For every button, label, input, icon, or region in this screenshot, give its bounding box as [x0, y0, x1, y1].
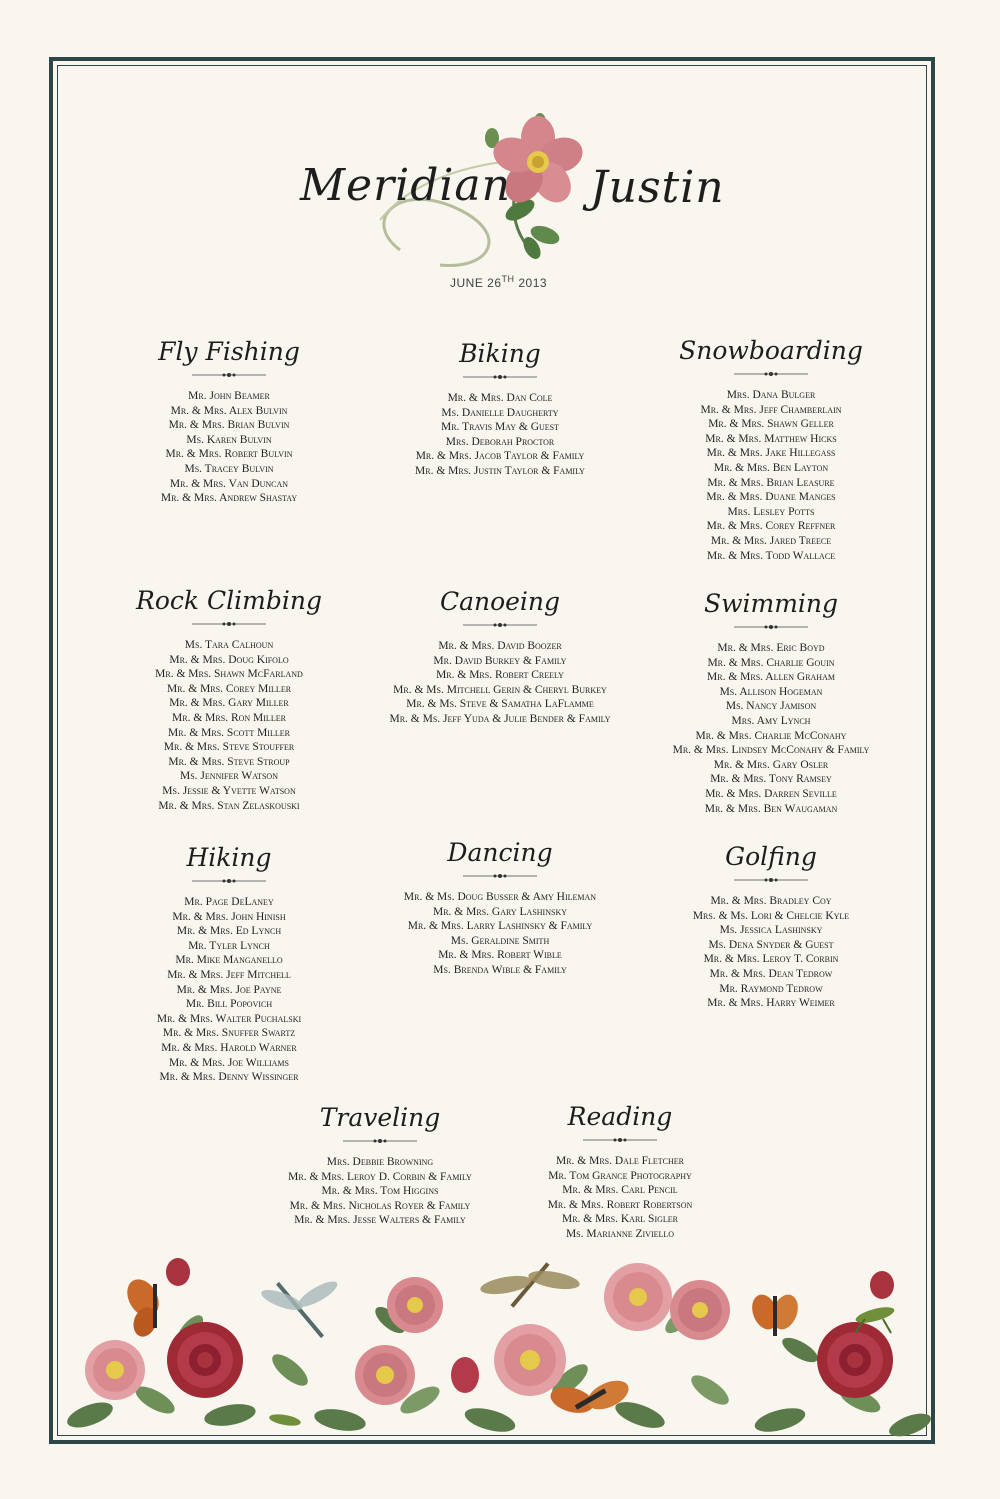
- guest-entry: Mr. & Mrs. Alex Bulvin: [170, 404, 288, 417]
- guest-entry: Ms. Allison Hogeman: [719, 685, 823, 698]
- guest-entry: Mr. & Mrs. Gary Miller: [169, 697, 289, 710]
- guest-entry: Mr. & Mrs. Carl Pencil: [562, 1184, 678, 1197]
- guest-entry: Mr. & Mrs. Leroy D. Corbin & Family: [288, 1170, 472, 1183]
- guest-entry: Mr. Raymond Tedrow: [719, 982, 823, 995]
- guest-list: [89, 895, 369, 1085]
- group-snowboarding: [631, 334, 911, 563]
- guest-entry: Mr. & Mrs. Denny Wissinger: [159, 1071, 299, 1084]
- guest-entry: Mr. & Mrs. Snuffer Swartz: [162, 1027, 296, 1040]
- guest-entry: Mr. & Mrs. Dale Fletcher: [555, 1155, 684, 1167]
- guest-entry: Mr. & Mrs. Andrew Shastay: [160, 492, 298, 505]
- guest-entry: Mrs. Debbie Browning: [326, 1156, 434, 1168]
- guest-entry: Mr. & Mrs. Darren Seville: [705, 787, 837, 800]
- group-title: Swimming: [703, 589, 839, 618]
- group-title: Golfing: [725, 842, 817, 871]
- divider-ornament: [734, 876, 808, 884]
- group-biking: [360, 337, 640, 479]
- rose-icon: [870, 1271, 894, 1299]
- rose-icon: [817, 1322, 893, 1398]
- guest-entry: Mrs. Dana Bulger: [726, 389, 816, 401]
- guest-entry: Mr. & Mrs. Eric Boyd: [717, 642, 825, 654]
- rose-icon: [604, 1263, 672, 1331]
- guest-entry: Ms. Danielle Daugherty: [441, 406, 559, 419]
- guest-entry: Mr. & Mrs. Dan Cole: [447, 392, 553, 404]
- divider-ornament: [734, 623, 808, 631]
- group-golfing: [631, 840, 911, 1011]
- guest-entry: Mr. & Mrs. Stan Zelaskouski: [158, 799, 300, 812]
- guest-entry: Mr. & Mrs. Harold Warner: [161, 1041, 297, 1054]
- guest-entry: Ms. Tracey Bulvin: [184, 462, 274, 475]
- guest-list: [631, 894, 911, 1011]
- guest-entry: Mr. & Mrs. Jesse Walters & Family: [294, 1214, 466, 1227]
- guest-entry: Mr. & Ms. Mitchell Gerin & Cheryl Burkey: [393, 683, 607, 696]
- group-rock-climbing: [89, 584, 369, 813]
- group-dancing: [360, 836, 640, 978]
- guest-entry: Mr. & Mrs. Joe Payne: [176, 983, 282, 996]
- guest-list: [360, 890, 640, 978]
- guest-entry: Mr. & Mrs. Brian Bulvin: [168, 419, 290, 432]
- guest-entry: Mr. Tom Grance Photography: [548, 1169, 692, 1182]
- floral-border: [60, 1250, 940, 1440]
- guest-entry: Mr. Page DeLaney: [184, 896, 274, 908]
- guest-entry: Mr. & Mrs. Robert Creely: [436, 669, 564, 682]
- guest-entry: Mr. & Mrs. Gary Lashinsky: [433, 905, 567, 918]
- guest-entry: Mr. & Mrs. Jeff Mitchell: [167, 968, 291, 981]
- guest-entry: Mr. & Mrs. Nicholas Royer & Family: [289, 1199, 471, 1212]
- group-title: Hiking: [186, 843, 272, 872]
- guest-entry: Mr. & Mrs. Joe Williams: [169, 1056, 289, 1069]
- guest-entry: Mr. & Mrs. Karl Sigler: [561, 1213, 679, 1226]
- rose-icon: [167, 1322, 243, 1398]
- wedding-date: [450, 274, 547, 290]
- guest-entry: Mr. Mike Manganello: [175, 954, 283, 967]
- guest-list: [360, 639, 640, 727]
- group-swimming: [631, 587, 911, 816]
- guest-entry: Mr. & Ms. Jeff Yuda & Julie Bender & Family: [389, 712, 611, 725]
- guest-entry: Mr. & Mrs. Jake Hillegass: [706, 447, 836, 460]
- guest-entry: Mr. David Burkey & Family: [433, 654, 567, 667]
- guest-entry: Mr. & Mrs. Charlie McConahy: [695, 729, 847, 742]
- guest-entry: Mr. & Mrs. Ron Miller: [172, 711, 286, 724]
- guest-entry: Mr. & Mrs. Shawn Geller: [708, 418, 834, 431]
- date-suffix: TH: [501, 274, 515, 284]
- guest-entry: Mr. John Beamer: [188, 390, 270, 402]
- group-reading: [480, 1100, 760, 1242]
- guest-entry: Mr. & Mrs. Tony Ramsey: [710, 773, 832, 786]
- group-traveling: [240, 1101, 520, 1228]
- guest-entry: Ms. Marianne Ziviello: [565, 1227, 675, 1240]
- guest-entry: Mr. & Mrs. Doug Kifolo: [169, 653, 289, 666]
- divider-ornament: [463, 872, 537, 880]
- guest-entry: Ms. Brenda Wible & Family: [433, 963, 567, 976]
- rose-icon: [355, 1345, 415, 1405]
- guest-entry: Mrs. Lesley Potts: [727, 505, 815, 518]
- dragonfly-icon: [479, 1262, 581, 1307]
- group-title: Dancing: [447, 838, 553, 867]
- butterfly-icon: [748, 1291, 803, 1336]
- guest-entry: Mr. & Mrs. Ben Waugaman: [704, 802, 838, 815]
- guest-entry: Mr. & Mrs. John Hinish: [172, 910, 286, 923]
- guest-entry: Mr. & Mrs. Steve Stouffer: [163, 741, 295, 754]
- rose-icon: [387, 1277, 443, 1333]
- rose-icon: [451, 1357, 479, 1393]
- guest-entry: Mr. Tyler Lynch: [188, 939, 270, 952]
- guest-entry: Mr. Bill Popovich: [185, 998, 273, 1011]
- guest-entry: Mr. & Mrs. Ben Layton: [713, 461, 829, 474]
- guest-entry: Mr. & Mrs. Larry Lashinsky & Family: [407, 920, 593, 933]
- guest-entry: Mr. & Mrs. Justin Taylor & Family: [415, 464, 585, 477]
- divider-ornament: [463, 621, 537, 629]
- guest-entry: Mr. & Mrs. Corey Miller: [166, 682, 292, 695]
- guest-entry: Mr. & Mrs. Robert Bulvin: [165, 448, 293, 461]
- guest-entry: Mr. & Mrs. Tom Higgins: [321, 1185, 439, 1198]
- divider-ornament: [343, 1137, 417, 1145]
- guest-entry: Mr. & Mrs. Steve Stroup: [168, 755, 290, 768]
- group-title: Reading: [567, 1102, 673, 1131]
- grasshopper-icon: [268, 1412, 301, 1427]
- guest-entry: Mr. & Mrs. Bradley Coy: [710, 895, 832, 907]
- group-title: Snowboarding: [679, 336, 863, 365]
- guest-entry: Mr. & Mrs. Matthew Hicks: [705, 432, 837, 445]
- guest-list: [89, 389, 369, 506]
- guest-entry: Mr. & Mrs. Todd Wallace: [706, 549, 836, 562]
- guest-entry: Mr. & Mrs. Jared Treece: [710, 534, 832, 547]
- group-title: Biking: [459, 339, 541, 368]
- divider-ornament: [734, 370, 808, 378]
- guest-entry: Mr. & Mrs. Shawn McFarland: [155, 668, 303, 681]
- guest-entry: Mr. & Mrs. Charlie Gouin: [707, 656, 835, 669]
- guest-entry: Mrs. Deborah Proctor: [445, 435, 555, 448]
- guest-entry: Mr. & Mrs. Leroy T. Corbin: [703, 953, 839, 966]
- butterfly-icon: [121, 1274, 165, 1340]
- divider-ornament: [192, 620, 266, 628]
- monogram-header: [0, 100, 1000, 300]
- guest-entry: Ms. Dena Snyder & Guest: [708, 938, 834, 951]
- guest-list: [480, 1154, 760, 1242]
- guest-list: [240, 1155, 520, 1228]
- group-title: Fly Fishing: [158, 337, 300, 366]
- guest-entry: Mr. & Mrs. Duane Manges: [706, 491, 836, 504]
- divider-ornament: [583, 1136, 657, 1144]
- rose-icon: [85, 1340, 145, 1400]
- date-year: 2013: [514, 276, 548, 290]
- rose-icon: [166, 1258, 190, 1286]
- guest-entry: Mrs. & Ms. Lori & Chelcie Kyle: [692, 909, 850, 922]
- guest-list: [360, 391, 640, 479]
- guest-entry: Ms. Karen Bulvin: [186, 433, 272, 446]
- group-fly-fishing: [89, 335, 369, 506]
- guest-entry: Mr. & Mrs. Robert Robertson: [547, 1198, 693, 1211]
- guest-entry: Mr. & Mrs. Lindsey McConahy & Family: [672, 744, 870, 757]
- group-title: Rock Climbing: [136, 586, 322, 615]
- guest-entry: Mr. & Mrs. Corey Reffner: [706, 520, 836, 533]
- guest-entry: Ms. Jennifer Watson: [180, 770, 278, 783]
- guest-entry: Mr. & Mrs. Van Duncan: [169, 477, 289, 490]
- guest-entry: Ms. Tara Calhoun: [184, 639, 274, 651]
- group-canoeing: [360, 585, 640, 727]
- group-title: Traveling: [319, 1103, 441, 1132]
- group-hiking: [89, 841, 369, 1085]
- divider-ornament: [463, 373, 537, 381]
- guest-entry: Ms. Jessie & Yvette Watson: [162, 784, 296, 797]
- dragonfly-icon: [259, 1277, 341, 1338]
- guest-entry: Mr. & Mrs. Jeff Chamberlain: [700, 403, 842, 416]
- guest-list: [631, 641, 911, 816]
- guest-entry: Mr. & Ms. Doug Busser & Amy Hileman: [403, 891, 597, 903]
- guest-entry: Mr. & Mrs. Robert Wible: [438, 949, 562, 962]
- guest-entry: Mr. & Mrs. Brian Leasure: [707, 476, 835, 489]
- rose-icon: [670, 1280, 730, 1340]
- guest-entry: Mr. & Mrs. Walter Puchalski: [156, 1012, 302, 1025]
- divider-ornament: [192, 877, 266, 885]
- rose-icon: [494, 1324, 566, 1396]
- guest-entry: Ms. Nancy Jamison: [725, 700, 817, 713]
- guest-entry: Mr. & Ms. Steve & Samatha LaFlamme: [406, 698, 594, 711]
- guest-entry: Mr. & Mrs. Ed Lynch: [176, 925, 282, 938]
- bride-name: Meridian: [300, 160, 512, 211]
- guest-entry: Mr. & Mrs. Harry Weimer: [707, 997, 835, 1010]
- guest-list: [631, 388, 911, 563]
- guest-entry: Mr. Travis May & Guest: [440, 421, 560, 434]
- divider-ornament: [192, 371, 266, 379]
- group-title: Canoeing: [439, 587, 561, 616]
- guest-entry: Ms. Geraldine Smith: [450, 934, 550, 947]
- guest-entry: Mr. & Mrs. Gary Osler: [713, 758, 829, 771]
- guest-entry: Mrs. Amy Lynch: [731, 714, 811, 727]
- guest-entry: Ms. Jessica Lashinsky: [719, 924, 823, 937]
- date-day: JUNE 26: [450, 276, 502, 290]
- groom-name: Justin: [590, 162, 725, 213]
- guest-list: [89, 638, 369, 813]
- guest-entry: Mr. & Mrs. Dean Tedrow: [709, 967, 833, 980]
- guest-entry: Mr. & Mrs. Allen Graham: [707, 671, 835, 684]
- guest-entry: Mr. & Mrs. Scott Miller: [168, 726, 290, 739]
- guest-entry: Mr. & Mrs. Jacob Taylor & Family: [415, 450, 585, 463]
- guest-entry: Mr. & Mrs. David Boozer: [438, 640, 562, 652]
